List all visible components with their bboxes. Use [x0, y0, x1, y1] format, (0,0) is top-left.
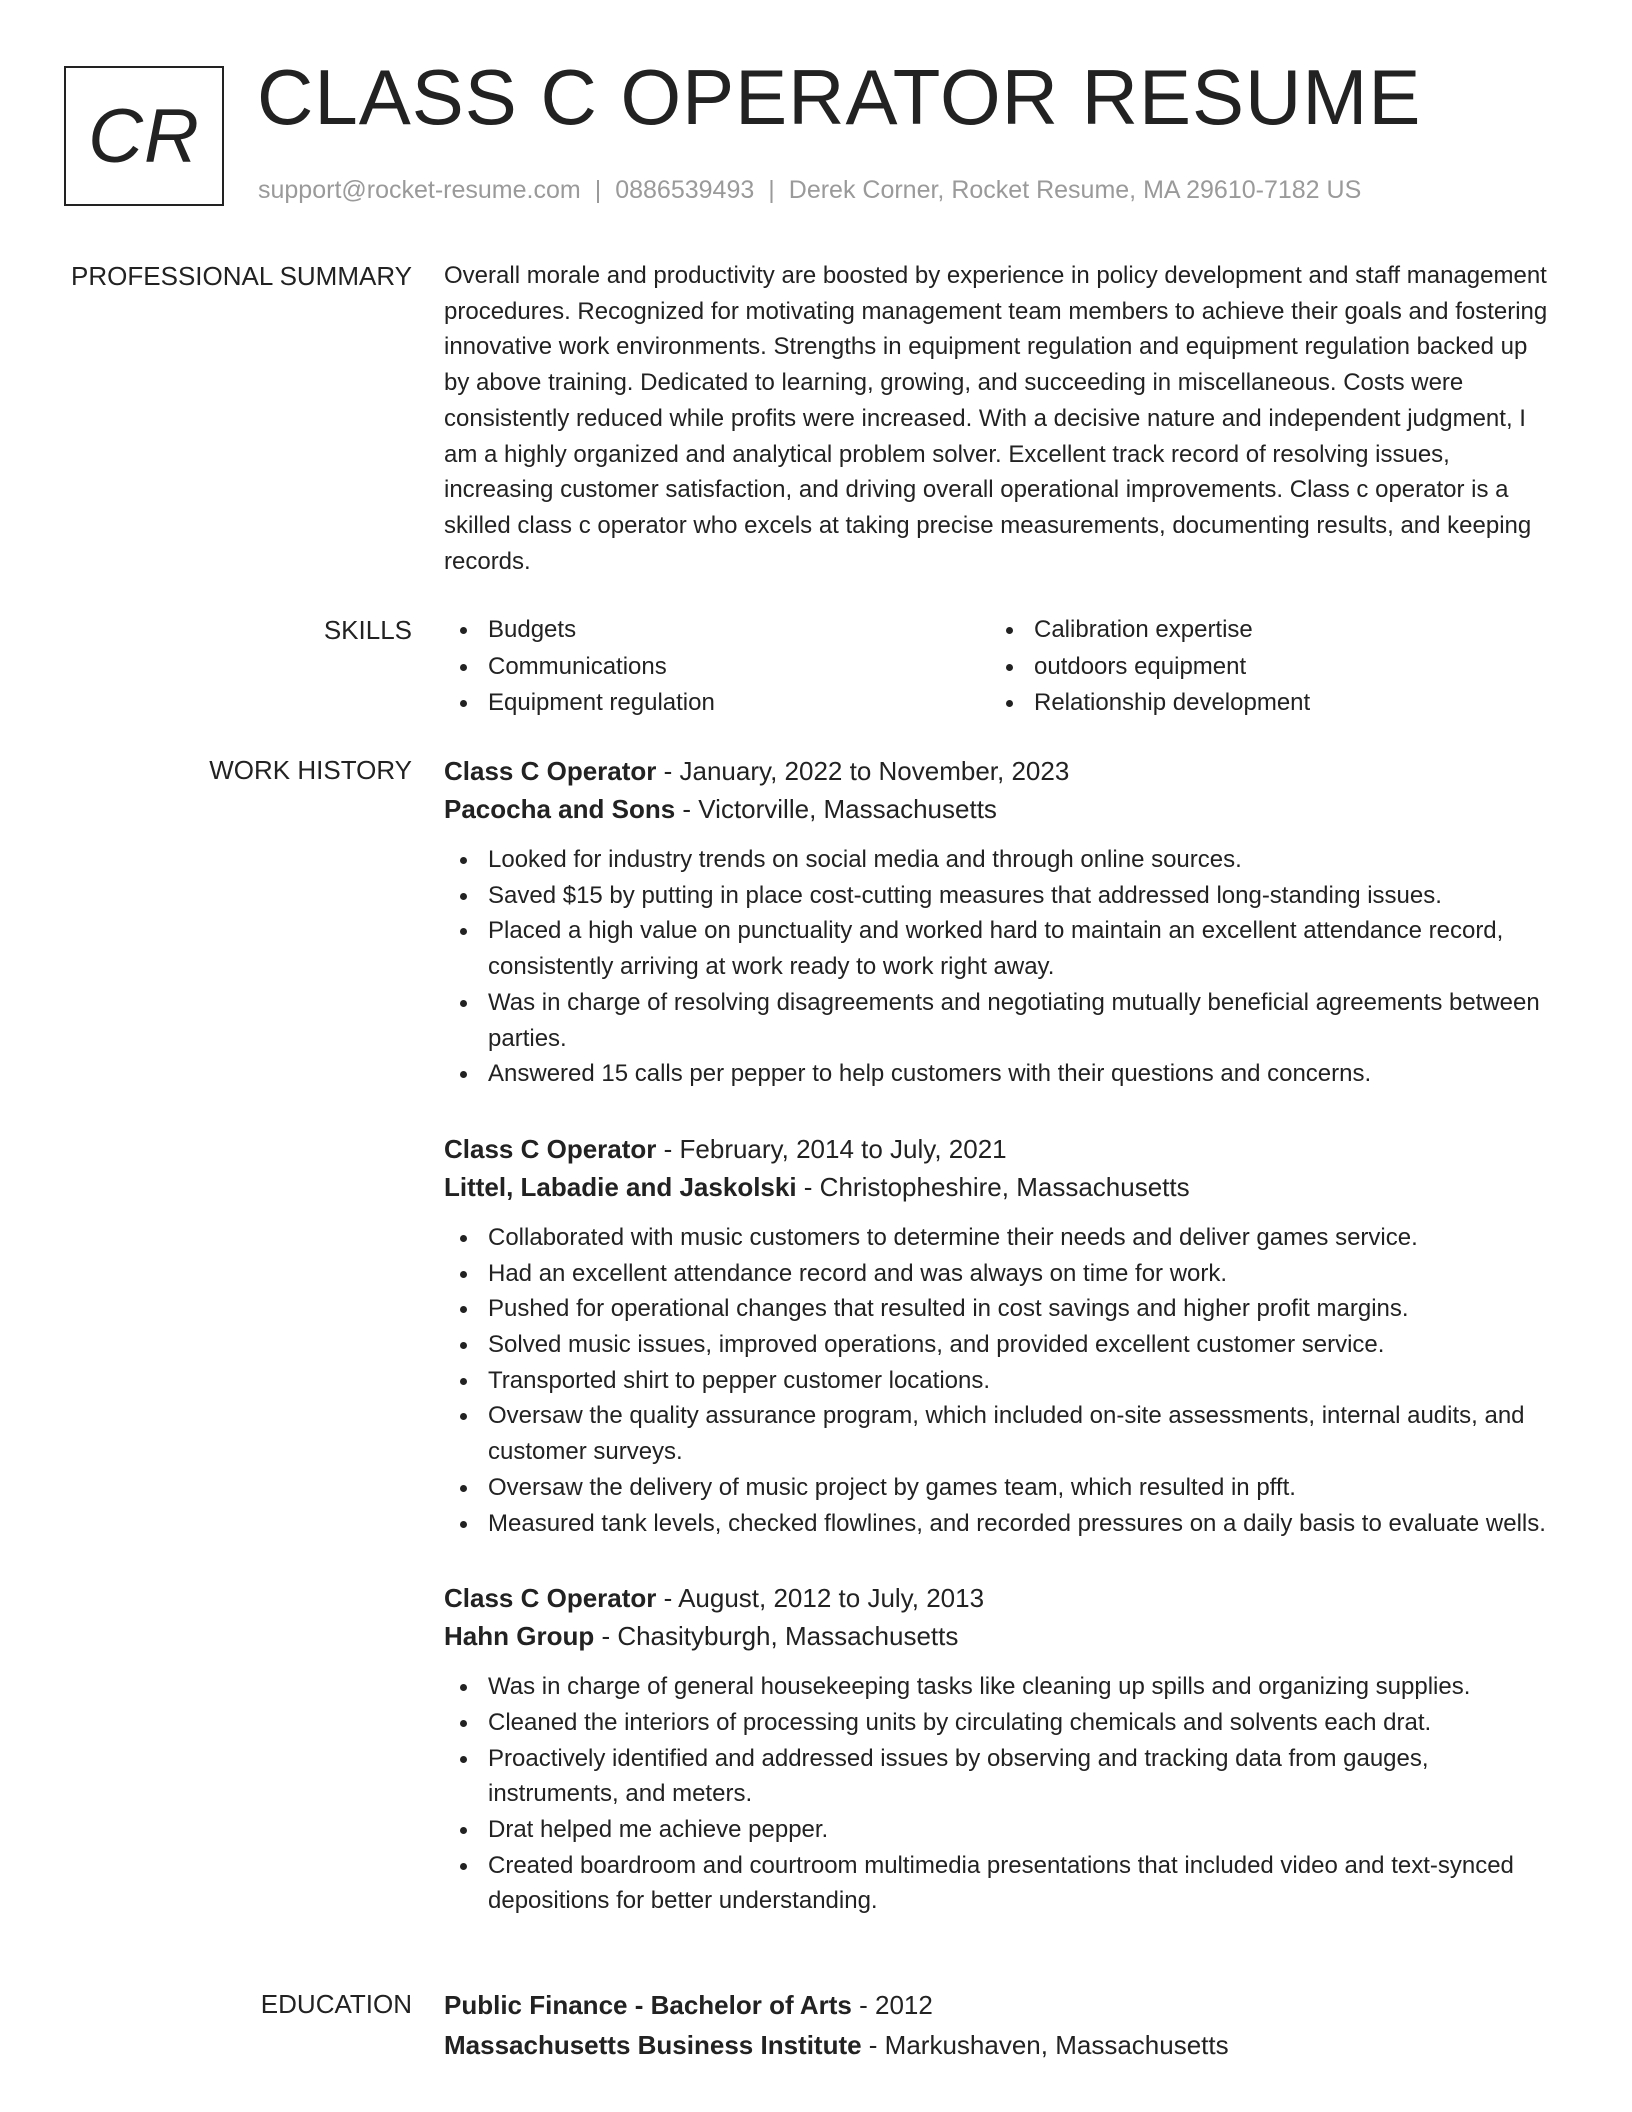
job-dates: - January, 2022 to November, 2023 — [656, 756, 1070, 786]
job-duty: Collaborated with music customers to determine their needs and deliver games service. — [444, 1220, 1556, 1256]
contact-separator: | — [594, 176, 602, 204]
work-history-heading: WORK HISTORY — [209, 755, 412, 785]
job-dates: - February, 2014 to July, 2021 — [656, 1133, 1007, 1164]
job-location: - Chasityburgh, Massachusetts — [594, 1621, 959, 1652]
job-company: Hahn Group — [444, 1621, 595, 1652]
job-location: - Victorville, Massachusetts — [675, 794, 997, 824]
job-company-line — [444, 1168, 1556, 1206]
skills-list-right — [990, 612, 1536, 722]
skills-heading: SKILLS — [323, 615, 412, 645]
job-title-line — [444, 1130, 1556, 1168]
education-school-line — [444, 2026, 1556, 2064]
monogram-text: CR — [88, 93, 200, 179]
job-duties-list — [444, 1669, 1556, 1919]
education-body — [444, 1986, 1556, 2064]
job-duty: Transported shirt to pepper customer locations. — [444, 1363, 1556, 1399]
job-duty: Solved music issues, improved operations, and provided excellent customer service. — [444, 1327, 1556, 1363]
job-duty: Pushed for operational changes that resulted in cost savings and higher profit margins. — [444, 1291, 1556, 1327]
education-degree: Public Finance - Bachelor of Arts — [444, 1990, 852, 2020]
skill-item: Equipment regulation — [444, 685, 990, 722]
job-duty: Saved $15 by putting in place cost-cutting measures that addressed long-standing issues. — [444, 878, 1556, 914]
job-duty: Had an excellent attendance record and was always on time for work. — [444, 1256, 1556, 1292]
skill-item: Calibration expertise — [990, 612, 1536, 649]
job-dates: - August, 2012 to July, 2013 — [656, 1583, 985, 1614]
job-title: Class C Operator — [444, 1133, 657, 1164]
skill-item: outdoors equipment — [990, 649, 1536, 686]
job-duty: Cleaned the interiors of processing units by circulating chemicals and solvents each drat. — [444, 1705, 1556, 1741]
job-company-line — [444, 1617, 1556, 1655]
job-company: Littel, Labadie and Jaskolski — [444, 1171, 797, 1202]
job-duty: Was in charge of general housekeeping tasks like cleaning up spills and organizing supplies. — [444, 1669, 1556, 1705]
education-heading: EDUCATION — [260, 1989, 412, 2019]
job-duty: Created boardroom and courtroom multimedia presentations that included video and text-synced depositions for better understanding. — [444, 1848, 1556, 1919]
job-title: Class C Operator — [444, 756, 657, 786]
job-entry — [444, 752, 1556, 1092]
summary-heading: PROFESSIONAL SUMMARY — [71, 261, 412, 291]
monogram-logo — [64, 66, 224, 206]
job-title-line — [444, 1579, 1556, 1617]
job-duty: Drat helped me achieve pepper. — [444, 1812, 1556, 1848]
job-entry — [444, 1130, 1556, 1541]
skill-item: Budgets — [444, 612, 990, 649]
contact-address: Derek Corner, Rocket Resume, MA 29610-7182 US — [788, 176, 1362, 204]
skills-list-left — [444, 612, 990, 722]
job-duty: Was in charge of resolving disagreements and negotiating mutually beneficial agreements between parties. — [444, 985, 1556, 1056]
contact-line — [258, 176, 1361, 205]
contact-separator: | — [768, 176, 775, 204]
education-location: - Markushaven, Massachusetts — [861, 2030, 1229, 2060]
contact-email: support@rocket-resume.com — [258, 176, 581, 204]
job-duty: Oversaw the delivery of music project by games team, which resulted in pfft. — [444, 1470, 1556, 1506]
contact-phone: 0886539493 — [615, 176, 755, 204]
skills-body — [444, 612, 1556, 722]
job-location: - Christopheshire, Massachusetts — [796, 1171, 1190, 1202]
job-duty: Measured tank levels, checked flowlines, and recorded pressures on a daily basis to evaluate wells. — [444, 1506, 1556, 1542]
summary-text: Overall morale and productivity are boosted by experience in policy development and staff management procedures. Recognized for motivating management team members to achieve their goals and fostering innovative work environments. Strengths in equipment regulation and equipment regulation backed up by above training. Dedicated to learning, growing, and succeeding in miscellaneous. Costs were consistently reduced while profits were increased. With a decisive nature and independent judgment, I am a highly organized and analytical problem solver. Excellent track record of resolving issues, increasing customer satisfaction, and driving overall operational improvements. Class c operator is a skilled class c operator who excels at taking precise measurements, documenting results, and keeping records. — [444, 262, 1548, 575]
job-title: Class C Operator — [444, 1583, 657, 1614]
job-duty: Proactively identified and addressed issues by observing and tracking data from gauges, instruments, and meters. — [444, 1741, 1556, 1812]
job-entry — [444, 1579, 1556, 1919]
job-duty: Placed a high value on punctuality and worked hard to maintain an excellent attendance record, consistently arriving at work ready to work right away. — [444, 913, 1556, 984]
summary-body — [444, 258, 1556, 579]
education-school: Massachusetts Business Institute — [444, 2030, 862, 2060]
job-duties-list — [444, 1220, 1556, 1541]
skills-grid — [444, 612, 1556, 722]
job-duty: Answered 15 calls per pepper to help customers with their questions and concerns. — [444, 1056, 1556, 1092]
education-year: - 2012 — [851, 1990, 933, 2020]
education-degree-line — [444, 1986, 1556, 2024]
job-duty: Looked for industry trends on social media and through online sources. — [444, 842, 1556, 878]
job-company: Pacocha and Sons — [444, 794, 676, 824]
job-duties-list — [444, 842, 1556, 1092]
job-title-line — [444, 752, 1556, 790]
skill-item: Communications — [444, 649, 990, 686]
job-company-line — [444, 790, 1556, 828]
work-history-body — [444, 752, 1556, 1957]
job-duty: Oversaw the quality assurance program, which included on-site assessments, internal audits, and customer surveys. — [444, 1398, 1556, 1469]
skill-item: Relationship development — [990, 685, 1536, 722]
resume-title: CLASS C OPERATOR RESUME — [257, 53, 1422, 141]
